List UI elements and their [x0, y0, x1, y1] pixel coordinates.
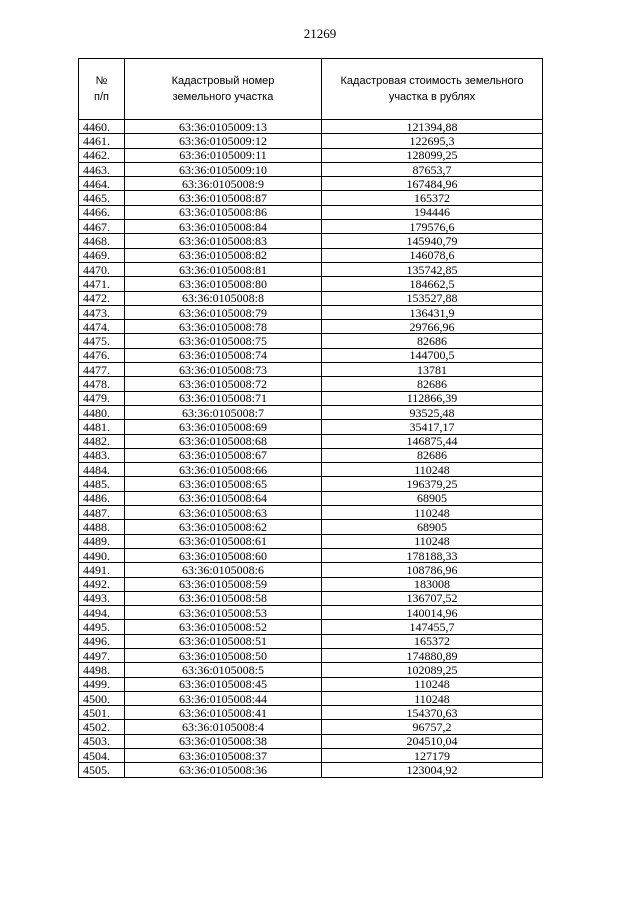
row-number: 4486. [79, 491, 125, 505]
cadastral-cost: 110248 [322, 534, 543, 548]
cadastral-number: 63:36:0105008:67 [125, 448, 322, 462]
cadastral-cost: 82686 [322, 334, 543, 348]
row-number: 4479. [79, 391, 125, 405]
cadastral-number: 63:36:0105008:38 [125, 734, 322, 748]
cadastral-cost: 146875,44 [322, 434, 543, 448]
table-row [79, 348, 543, 362]
row-number: 4488. [79, 520, 125, 534]
row-number: 4501. [79, 706, 125, 720]
cadastral-number: 63:36:0105009:10 [125, 162, 322, 176]
table-row [79, 706, 543, 720]
cadastral-number: 63:36:0105008:36 [125, 763, 322, 777]
table-body [79, 120, 543, 778]
table-row [79, 591, 543, 605]
row-number: 4462. [79, 148, 125, 162]
table-row [79, 506, 543, 520]
table-row [79, 162, 543, 176]
table-row [79, 734, 543, 748]
table-row [79, 391, 543, 405]
cadastral-cost: 179576,6 [322, 220, 543, 234]
cadastral-cost: 165372 [322, 191, 543, 205]
table-row [79, 420, 543, 434]
cadastral-cost: 93525,48 [322, 405, 543, 419]
row-number: 4498. [79, 663, 125, 677]
row-number: 4470. [79, 262, 125, 276]
header-cadastral-number [125, 59, 322, 120]
cadastral-cost: 108786,96 [322, 563, 543, 577]
table-row [79, 563, 543, 577]
cadastral-cost: 196379,25 [322, 477, 543, 491]
cadastral-number: 63:36:0105008:4 [125, 720, 322, 734]
row-number: 4487. [79, 506, 125, 520]
cadastral-cost: 82686 [322, 377, 543, 391]
cadastral-number: 63:36:0105008:75 [125, 334, 322, 348]
table-header [79, 59, 543, 120]
table-row [79, 405, 543, 419]
table-row [79, 477, 543, 491]
cadastral-cost: 13781 [322, 363, 543, 377]
table-row [79, 691, 543, 705]
cadastral-cost: 146078,6 [322, 248, 543, 262]
header-number-line-1: № [95, 75, 108, 87]
row-number: 4464. [79, 177, 125, 191]
cadastral-number: 63:36:0105008:68 [125, 434, 322, 448]
table-row [79, 520, 543, 534]
cadastral-cost: 68905 [322, 520, 543, 534]
cadastral-cost: 147455,7 [322, 620, 543, 634]
cadastral-cost: 123004,92 [322, 763, 543, 777]
row-number: 4492. [79, 577, 125, 591]
header-row [79, 59, 543, 120]
row-number: 4504. [79, 749, 125, 763]
row-number: 4491. [79, 563, 125, 577]
cadastral-cost: 183008 [322, 577, 543, 591]
cadastral-number: 63:36:0105008:52 [125, 620, 322, 634]
row-number: 4480. [79, 405, 125, 419]
cadastral-number: 63:36:0105008:41 [125, 706, 322, 720]
row-number: 4493. [79, 591, 125, 605]
cadastral-number: 63:36:0105009:12 [125, 134, 322, 148]
cadastral-number: 63:36:0105008:82 [125, 248, 322, 262]
row-number: 4461. [79, 134, 125, 148]
cadastral-number: 63:36:0105008:58 [125, 591, 322, 605]
row-number: 4466. [79, 205, 125, 219]
row-number: 4494. [79, 606, 125, 620]
cadastral-cost: 178188,33 [322, 548, 543, 562]
cadastral-cost: 140014,96 [322, 606, 543, 620]
cadastral-cost: 184662,5 [322, 277, 543, 291]
row-number: 4472. [79, 291, 125, 305]
cadastral-number: 63:36:0105008:50 [125, 648, 322, 662]
cadastral-number: 63:36:0105008:71 [125, 391, 322, 405]
row-number: 4469. [79, 248, 125, 262]
cadastral-number: 63:36:0105008:66 [125, 463, 322, 477]
row-number: 4489. [79, 534, 125, 548]
table-row [79, 620, 543, 634]
table-row [79, 277, 543, 291]
cadastral-cost: 145940,79 [322, 234, 543, 248]
cadastral-cost: 82686 [322, 448, 543, 462]
cadastral-number: 63:36:0105008:53 [125, 606, 322, 620]
row-number: 4481. [79, 420, 125, 434]
cadastral-number: 63:36:0105008:62 [125, 520, 322, 534]
cadastral-number: 63:36:0105008:37 [125, 749, 322, 763]
table-row [79, 191, 543, 205]
row-number: 4502. [79, 720, 125, 734]
row-number: 4496. [79, 634, 125, 648]
cadastral-number: 63:36:0105008:69 [125, 420, 322, 434]
row-number: 4468. [79, 234, 125, 248]
header-cadastral-cost [322, 59, 543, 120]
row-number: 4476. [79, 348, 125, 362]
cadastral-number: 63:36:0105008:78 [125, 320, 322, 334]
cadastral-cost: 144700,5 [322, 348, 543, 362]
cadastral-number: 63:36:0105008:44 [125, 691, 322, 705]
cadastral-cost: 110248 [322, 677, 543, 691]
row-number: 4465. [79, 191, 125, 205]
table-row [79, 763, 543, 777]
row-number: 4497. [79, 648, 125, 662]
row-number: 4503. [79, 734, 125, 748]
cadastral-number: 63:36:0105008:6 [125, 563, 322, 577]
header-cost-line-2: участка в рублях [388, 91, 476, 103]
table-row [79, 305, 543, 319]
header-cadastral-line-2: земельного участка [172, 91, 274, 103]
row-number: 4500. [79, 691, 125, 705]
page-number: 21269 [303, 26, 337, 41]
cadastral-cost: 96757,2 [322, 720, 543, 734]
table-row [79, 606, 543, 620]
row-number: 4474. [79, 320, 125, 334]
row-number: 4483. [79, 448, 125, 462]
cadastral-cost: 165372 [322, 634, 543, 648]
cadastral-cost: 110248 [322, 691, 543, 705]
table-row [79, 648, 543, 662]
table-row [79, 134, 543, 148]
cadastral-number: 63:36:0105008:8 [125, 291, 322, 305]
row-number: 4499. [79, 677, 125, 691]
table-row [79, 248, 543, 262]
table-row [79, 491, 543, 505]
table-row [79, 463, 543, 477]
cadastral-cost: 167484,96 [322, 177, 543, 191]
cadastral-cost: 102089,25 [322, 663, 543, 677]
row-number: 4482. [79, 434, 125, 448]
header-number-line-2: п/п [94, 91, 109, 103]
cadastral-number: 63:36:0105008:9 [125, 177, 322, 191]
table-row [79, 320, 543, 334]
cadastral-cost: 122695,3 [322, 134, 543, 148]
cadastral-cost: 135742,85 [322, 262, 543, 276]
cadastral-number: 63:36:0105008:7 [125, 405, 322, 419]
row-number: 4460. [79, 120, 125, 134]
cadastral-cost: 35417,17 [322, 420, 543, 434]
table-row [79, 677, 543, 691]
cadastral-number: 63:36:0105008:59 [125, 577, 322, 591]
table-row [79, 148, 543, 162]
cadastral-number: 63:36:0105008:45 [125, 677, 322, 691]
cadastral-cost: 112866,39 [322, 391, 543, 405]
table-row [79, 334, 543, 348]
table-row [79, 634, 543, 648]
row-number: 4471. [79, 277, 125, 291]
row-number: 4485. [79, 477, 125, 491]
cadastral-number: 63:36:0105008:83 [125, 234, 322, 248]
cadastral-cost: 194446 [322, 205, 543, 219]
row-number: 4505. [79, 763, 125, 777]
cadastral-cost: 29766,96 [322, 320, 543, 334]
cadastral-number: 63:36:0105008:79 [125, 305, 322, 319]
table-row [79, 548, 543, 562]
cadastral-number: 63:36:0105008:87 [125, 191, 322, 205]
row-number: 4477. [79, 363, 125, 377]
row-number: 4484. [79, 463, 125, 477]
cadastral-number: 63:36:0105008:74 [125, 348, 322, 362]
cadastral-cost: 174880,89 [322, 648, 543, 662]
cadastral-cost: 87653,7 [322, 162, 543, 176]
table-row [79, 220, 543, 234]
cadastral-number: 63:36:0105008:73 [125, 363, 322, 377]
cadastral-cost: 110248 [322, 506, 543, 520]
table-row [79, 177, 543, 191]
cadastral-cost: 204510,04 [322, 734, 543, 748]
cadastral-number: 63:36:0105008:86 [125, 205, 322, 219]
table-row [79, 363, 543, 377]
header-number [79, 59, 125, 120]
cadastral-number: 63:36:0105009:13 [125, 120, 322, 134]
row-number: 4467. [79, 220, 125, 234]
cadastral-number: 63:36:0105009:11 [125, 148, 322, 162]
table-row [79, 434, 543, 448]
cadastral-cost: 110248 [322, 463, 543, 477]
cadastral-number: 63:36:0105008:5 [125, 663, 322, 677]
table-row [79, 749, 543, 763]
cadastral-cost: 136707,52 [322, 591, 543, 605]
header-cadastral-line-1: Кадастровый номер [171, 75, 275, 87]
cadastral-number: 63:36:0105008:64 [125, 491, 322, 505]
cadastral-cost: 136431,9 [322, 305, 543, 319]
table-row [79, 663, 543, 677]
cadastral-cost: 154370,63 [322, 706, 543, 720]
table-row [79, 291, 543, 305]
row-number: 4463. [79, 162, 125, 176]
table-row [79, 120, 543, 134]
table-row [79, 534, 543, 548]
cadastral-number: 63:36:0105008:51 [125, 634, 322, 648]
table-row [79, 262, 543, 276]
cadastral-cost: 121394,88 [322, 120, 543, 134]
table-row [79, 377, 543, 391]
row-number: 4473. [79, 305, 125, 319]
cadastral-number: 63:36:0105008:72 [125, 377, 322, 391]
row-number: 4475. [79, 334, 125, 348]
row-number: 4495. [79, 620, 125, 634]
cadastral-number: 63:36:0105008:61 [125, 534, 322, 548]
cadastral-cost: 128099,25 [322, 148, 543, 162]
cadastral-number: 63:36:0105008:81 [125, 262, 322, 276]
cadastral-value-table [78, 58, 543, 778]
cadastral-number: 63:36:0105008:65 [125, 477, 322, 491]
row-number: 4490. [79, 548, 125, 562]
header-cost-line-1: Кадастровая стоимость земельного [340, 75, 524, 87]
cadastral-cost: 153527,88 [322, 291, 543, 305]
cadastral-number: 63:36:0105008:80 [125, 277, 322, 291]
table-row [79, 205, 543, 219]
table-row [79, 234, 543, 248]
cadastral-number: 63:36:0105008:84 [125, 220, 322, 234]
cadastral-cost: 68905 [322, 491, 543, 505]
cadastral-cost: 127179 [322, 749, 543, 763]
cadastral-number: 63:36:0105008:63 [125, 506, 322, 520]
cadastral-number: 63:36:0105008:60 [125, 548, 322, 562]
table-row [79, 720, 543, 734]
table-row [79, 577, 543, 591]
table-row [79, 448, 543, 462]
row-number: 4478. [79, 377, 125, 391]
